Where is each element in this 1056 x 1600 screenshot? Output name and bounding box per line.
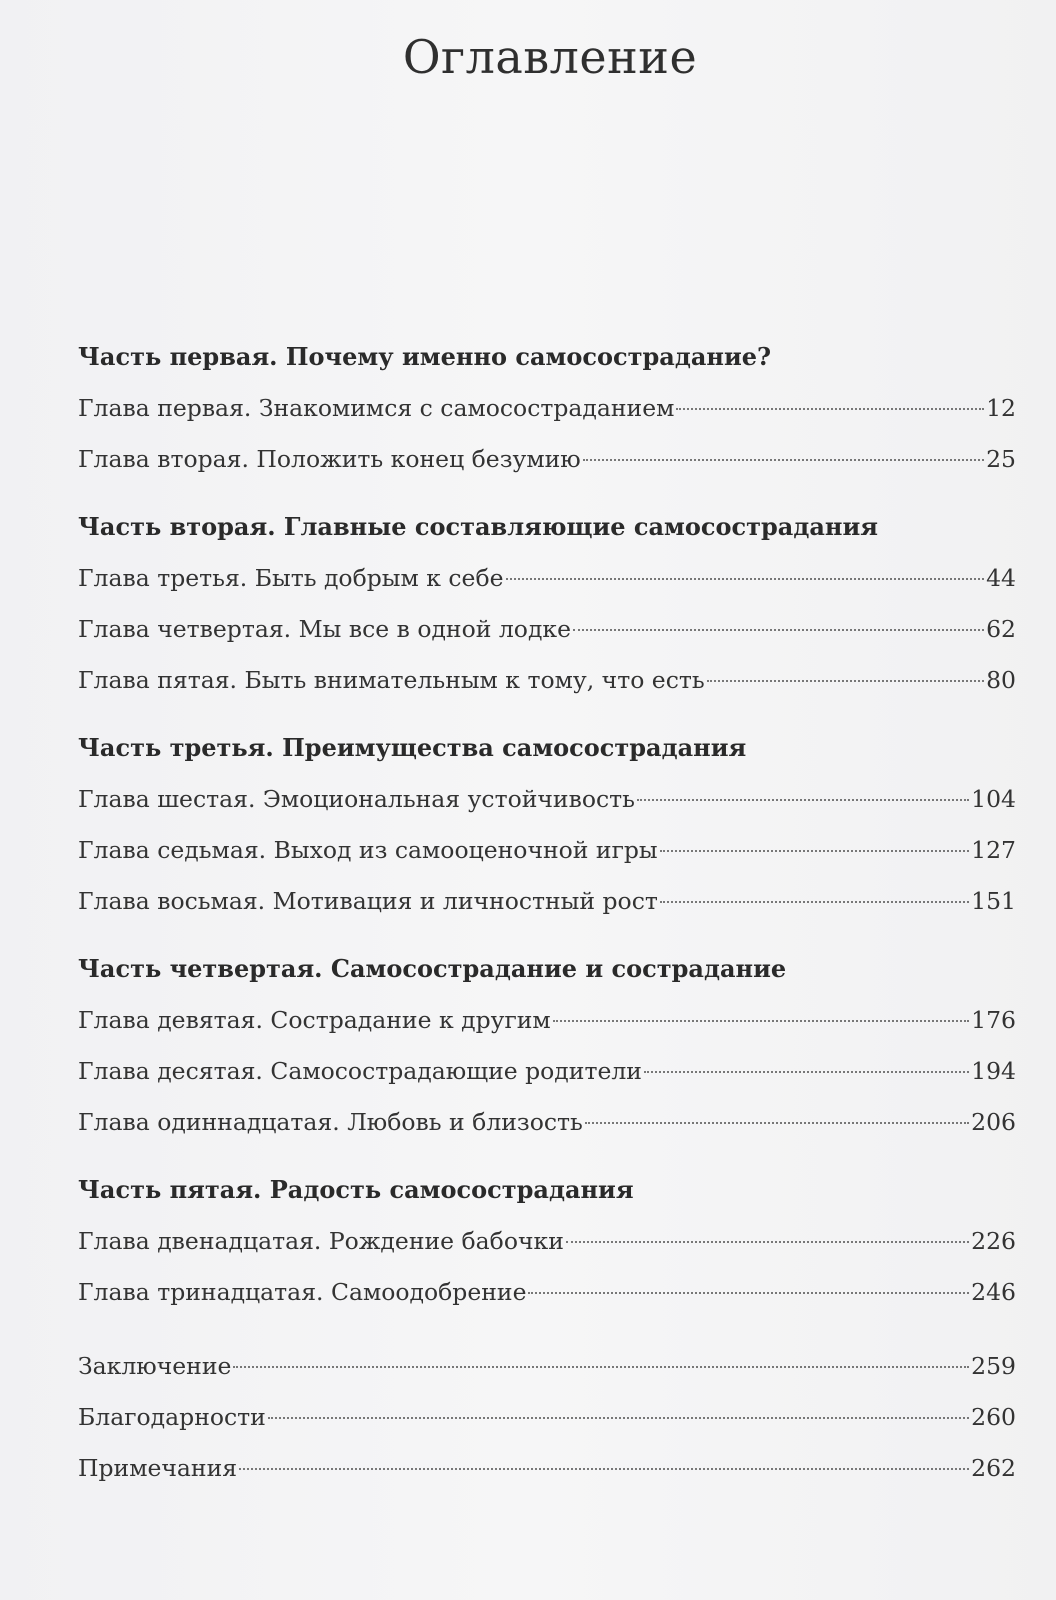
section-title: Заключение — [78, 1352, 232, 1380]
part-heading: Часть первая. Почему именно самосострадание? — [78, 342, 772, 371]
page-number: 262 — [971, 1454, 1016, 1482]
toc-entry-acknowledgements[interactable] — [78, 1402, 1016, 1432]
chapter-title: Глава седьмая. Выход из самооценочной игры — [78, 836, 658, 864]
chapter-title: Глава восьмая. Мотивация и личностный рост — [78, 887, 658, 915]
toc-entry[interactable] — [78, 393, 1016, 423]
toc-entry[interactable] — [78, 1277, 1016, 1307]
page-number: 246 — [971, 1278, 1016, 1306]
part-heading: Часть четвертая. Самосострадание и сострадание — [78, 954, 787, 983]
chapter-title: Глава первая. Знакомимся с самосостраданием — [78, 394, 675, 422]
toc-entry[interactable] — [78, 444, 1016, 474]
toc-entry[interactable] — [78, 1107, 1016, 1137]
toc-entry[interactable] — [78, 886, 1016, 916]
toc-entry[interactable] — [78, 614, 1016, 644]
chapter-title: Глава девятая. Сострадание к другим — [78, 1006, 551, 1034]
page-number: 259 — [971, 1352, 1016, 1380]
dot-leader — [506, 578, 985, 580]
page-number: 44 — [986, 564, 1016, 592]
chapter-title: Глава пятая. Быть внимательным к тому, что есть — [78, 666, 705, 694]
page-title: Оглавление — [402, 30, 698, 84]
section-title: Благодарности — [78, 1403, 266, 1431]
dot-leader — [660, 850, 970, 852]
toc-entry[interactable] — [78, 563, 1016, 593]
dot-leader — [573, 629, 984, 631]
dot-leader — [553, 1020, 969, 1022]
dot-leader — [660, 901, 969, 903]
dot-leader — [707, 680, 984, 682]
toc-entry[interactable] — [78, 1005, 1016, 1035]
page-number: 226 — [971, 1227, 1016, 1255]
chapter-title: Глава тринадцатая. Самоодобрение — [78, 1278, 527, 1306]
dot-leader — [566, 1241, 969, 1243]
page-number: 80 — [986, 666, 1016, 694]
page-number: 260 — [971, 1403, 1016, 1431]
page-number: 12 — [986, 394, 1016, 422]
part-heading: Часть вторая. Главные составляющие самосострадания — [78, 512, 878, 541]
toc-entry[interactable] — [78, 665, 1016, 695]
chapter-title: Глава одиннадцатая. Любовь и близость — [78, 1108, 583, 1136]
toc-entry[interactable] — [78, 1056, 1016, 1086]
page-number: 206 — [971, 1108, 1016, 1136]
page-number: 25 — [986, 445, 1016, 473]
table-of-contents — [78, 342, 1016, 1483]
dot-leader — [585, 1122, 969, 1124]
dot-leader — [676, 408, 984, 410]
page-number: 104 — [971, 785, 1016, 813]
dot-leader — [637, 799, 969, 801]
toc-entry[interactable] — [78, 835, 1016, 865]
toc-entry[interactable] — [78, 1226, 1016, 1256]
chapter-title: Глава третья. Быть добрым к себе — [78, 564, 504, 592]
chapter-title: Глава двенадцатая. Рождение бабочки — [78, 1227, 564, 1255]
chapter-title: Глава десятая. Самосострадающие родители — [78, 1057, 642, 1085]
part-heading: Часть третья. Преимущества самосострадания — [78, 733, 747, 762]
page-number: 176 — [971, 1006, 1016, 1034]
toc-entry-conclusion[interactable] — [78, 1351, 1016, 1381]
dot-leader — [644, 1071, 969, 1073]
page-number: 62 — [986, 615, 1016, 643]
dot-leader — [239, 1468, 969, 1470]
dot-leader — [528, 1292, 969, 1294]
dot-leader — [233, 1366, 969, 1368]
chapter-title: Глава четвертая. Мы все в одной лодке — [78, 615, 572, 643]
part-heading: Часть пятая. Радость самосострадания — [78, 1175, 634, 1204]
toc-entry[interactable] — [78, 784, 1016, 814]
chapter-title: Глава шестая. Эмоциональная устойчивость — [78, 785, 635, 813]
toc-entry-notes[interactable] — [78, 1453, 1016, 1483]
dot-leader — [583, 459, 984, 461]
chapter-title: Глава вторая. Положить конец безумию — [78, 445, 581, 473]
page-number: 194 — [971, 1057, 1016, 1085]
page-number: 127 — [971, 836, 1016, 864]
section-title: Примечания — [78, 1454, 238, 1482]
page-number: 151 — [971, 887, 1016, 915]
dot-leader — [268, 1417, 969, 1419]
